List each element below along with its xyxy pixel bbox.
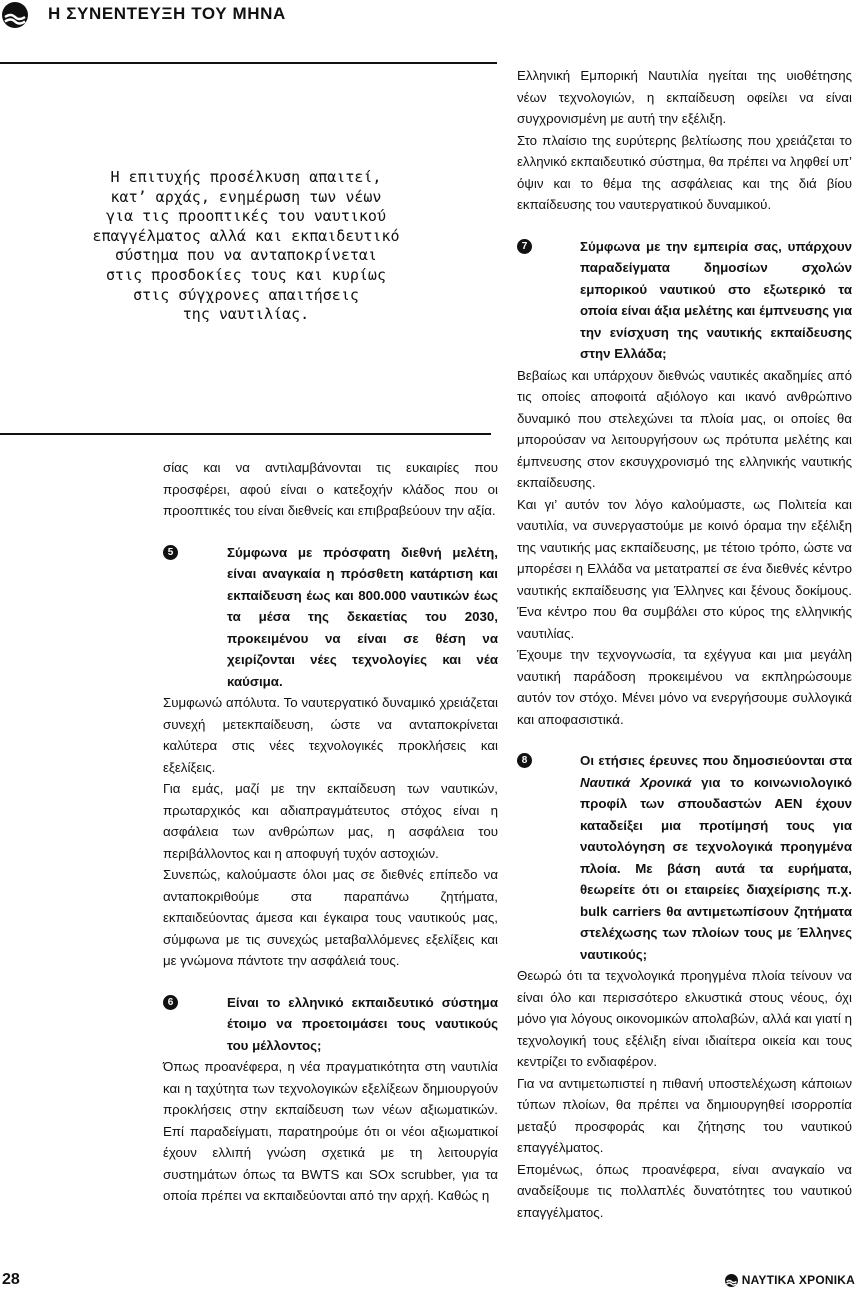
question-6 — [163, 992, 498, 1057]
question-number: 5 — [163, 545, 178, 560]
paragraph: Για να αντιμετωπιστεί η πιθανή υποστελέχωση κάποιων τύπων πλοίων, θα πρέπει να δημιουργηθεί ισορροπία μεταξύ προσφοράς και ζήτησης του ναυτικού επαγγέλματος. — [517, 1075, 852, 1155]
footer-brand — [725, 1273, 855, 1287]
pull-quote-line: της ναυτιλίας. — [182, 305, 310, 324]
question-5 — [163, 542, 498, 693]
left-column — [163, 457, 498, 1207]
pull-quote-line: για τις προοπτικές του ναυτικού — [106, 207, 386, 226]
question-7 — [517, 236, 852, 365]
paragraph: Ελληνική Εμπορική Ναυτιλία ηγείται της υιοθέτησης νέων τεχνολογιών, η εκπαίδευση οφείλει να είναι συγχρονισμένη με αυτή την εξέλιξη. — [517, 68, 852, 126]
magazine-logo-icon — [2, 2, 28, 28]
pull-quote-line: στις προσδοκίες τους και κυρίως — [106, 265, 386, 284]
pull-quote-line: κατ’ αρχάς, ενημέρωση των νέων — [110, 187, 382, 206]
page-number: 28 — [2, 1271, 20, 1288]
question-number: 8 — [517, 753, 532, 768]
paragraph: Επομένως, όπως προανέφερα, είναι αναγκαίο να αναδείξουμε τις πολλαπλές δυνατότητες του ναυτικού επαγγέλματος. — [517, 1161, 852, 1220]
question-text-part: Οι ετήσιες έρευνες που δημοσιεύονται στα — [580, 753, 852, 768]
pull-quote-line: επαγγέλματος αλλά και εκπαιδευτικό — [92, 226, 400, 245]
paragraph: Για εμάς, μαζί με την εκπαίδευση των ναυτικών, πρωταρχικός και αδιαπραγμάτευτος στόχος είναι η ασφάλεια των ανθρώπων μας, η ασφάλεια του περιβάλλοντος και η αποφυγή τυχόν αστοχιών. — [163, 781, 498, 861]
paragraph: Και γι’ αυτόν τον λόγο καλούμαστε, ως Πολιτεία και ναυτιλία, να συνεργαστούμε με κοινό όραμα την εξέλιξη της ναυτικής μας εκπαίδευσης, με τέτοιο τρόπο, ώστε να μπορέσει η Ελλάδα να μετατραπεί σε ένα διεθνές κέντρο ναυτικής εκπαίδευσης για Έλληνες και ξένους δοκίμους. Ένα κέντρο που θα συμβάλει στο κύρος της ελληνικής ναυτιλίας. — [517, 496, 852, 641]
pull-quote-line: Η επιτυχής προσέλκυση απαιτεί, — [110, 168, 382, 186]
divider-top — [0, 62, 497, 64]
question-text — [580, 750, 852, 965]
pull-quote — [40, 168, 452, 325]
paragraph: σίας και να αντιλαμβάνονται τις ευκαιρίες που προσφέρει, αφού είναι ο κατεξοχήν κλάδος που οι προοπτικές του είναι διεθνείς και επιβραβεύουν την αξία. — [163, 460, 498, 518]
paragraph: Στο πλαίσιο της ευρύτερης βελτίωσης που χρειάζεται το ελληνικό εκπαιδευτικό σύστημα, θα πρέπει να ληφθεί υπ’ όψιν και το θέμα της ασφάλειας και της διά βίου εκπαίδευσης του ναυτεργατικού δυναμικού. — [517, 132, 852, 212]
paragraph: Συμφωνώ απόλυτα. Το ναυτεργατικό δυναμικό χρειάζεται συνεχή μετεκπαίδευση, ώστε να ανταποκρίνεται καλύτερα στις νέες τεχνολογικές προκλήσεις και εξελίξεις. — [163, 695, 498, 775]
brand-name: ΝΑΥΤΙΚΑ ΧΡΟΝΙΚΑ — [741, 1273, 855, 1287]
question-text: Είναι το ελληνικό εκπαιδευτικό σύστημα έτοιμο να προετοιμάσει τους ναυτικούς του μέλλοντος; — [227, 994, 498, 1053]
divider-bottom — [0, 433, 491, 435]
question-text: Σύμφωνα με πρόσφατη διεθνή μελέτη, είναι αναγκαία η πρόσθετη κατάρτιση και εκπαίδευση έως και 800.000 ναυτικών έως τα μέσα της δεκαετίας του 2030, προκειμένου να είναι σε θέση να χειρίζονται νέες τεχνολογίες και νέα καύσιμα. — [227, 544, 498, 689]
magazine-title-italic: Ναυτικά Χρονικά — [580, 774, 692, 790]
pull-quote-line: στις σύγχρονες απαιτήσεις — [133, 285, 359, 304]
pull-quote-line: σύστημα που να ανταποκρίνεται — [115, 246, 377, 265]
section-title: Η ΣΥΝΕΝΤΕΥΞΗ ΤΟΥ ΜΗΝΑ — [48, 4, 286, 23]
right-column — [517, 65, 852, 1223]
paragraph: Βεβαίως και υπάρχουν διεθνώς ναυτικές ακαδημίες από τις οποίες αποφοιτά αξιόλογο και ικανό ανθρώπινο δυναμικό που στελεχώνει τα πλοία μας, οι οποίες θα μπορούσαν να λειτουργήσουν ως πρότυπα μελέτης και έμπνευσης στον εκσυγχρονισμό της ελληνικής ναυτικής εκπαίδευσης. — [517, 367, 852, 490]
question-number: 7 — [517, 239, 532, 254]
question-number: 6 — [163, 995, 178, 1010]
paragraph: Συνεπώς, καλούμαστε όλοι μας σε διεθνές επίπεδο να ανταποκριθούμε στα παραπάνω ζητήματα, εκπαιδεύοντας άμεσα και έγκαιρα τους ναυτικούς μας, σύμφωνα με τις συνεχώς μεταβαλλόμενες εξελίξεις και με γνώμονα πάντοτε την ασφάλειά τους. — [163, 867, 498, 968]
question-text-part: για το κοινωνιολογικό προφίλ των σπουδαστών ΑΕΝ έχουν καταδείξει μια προτίμησή τους για ναυτολόγηση σε τεχνολογικά προηγμένα πλοία. Με βάση αυτά τα ευρήματα, θεωρείτε ότι οι εταιρείες διαχείρισης π.χ. bulk carriers θα αντιμετωπίσουν ζητήματα στελέχωσης των πλοίων τους με Έλληνες ναυτικούς; — [580, 774, 852, 962]
magazine-logo-icon — [725, 1274, 738, 1287]
paragraph: Θεωρώ ότι τα τεχνολογικά προηγμένα πλοία τείνουν να είναι όλο και περισσότερο ελκυστικά στους νέους, όχι μόνο για λόγους οικονομικών απολαβών, αλλά και γιατί η τεχνολογική τους εξέλιξη είναι ιδιαίτερα οικεία και τους κεντρίζει το ενδιαφέρον. — [517, 968, 852, 1069]
question-text: Σύμφωνα με την εμπειρία σας, υπάρχουν παραδείγματα δημοσίων σχολών εμπορικού ναυτικού στο εξωτερικό τα οποία είναι άξια μελέτης και έμπνευσης για την ενίσχυση της ναυτικής εκπαίδευσης στην Ελλάδα; — [580, 238, 852, 361]
paragraph: Έχουμε την τεχνογνωσία, τα εχέγγυα και μια μεγάλη ναυτική παράδοση προκειμένου να εκπληρώσουμε αυτόν τον στόχο. Μένει μόνο να ενεργήσουμε συλλογικά και αποφασιστικά. — [517, 647, 852, 727]
question-8 — [517, 750, 852, 965]
paragraph: Όπως προανέφερα, η νέα πραγματικότητα στη ναυτιλία και η ταχύτητα των τεχνολογικών εξελίξεων δημιουργούν προκλήσεις στην εκπαίδευση των νέων αξιωματικών. Επί παραδείγματι, παρατηρούμε ότι οι νέοι αξιωματικοί έχουν ελλιπή γνώση σχετικά με τη λειτουργία συστημάτων όπως τα BWTS και SOx scrubber, για τα οποία πρέπει να εκπαιδεύονται από την αρχή. Καθώς η — [163, 1059, 498, 1203]
